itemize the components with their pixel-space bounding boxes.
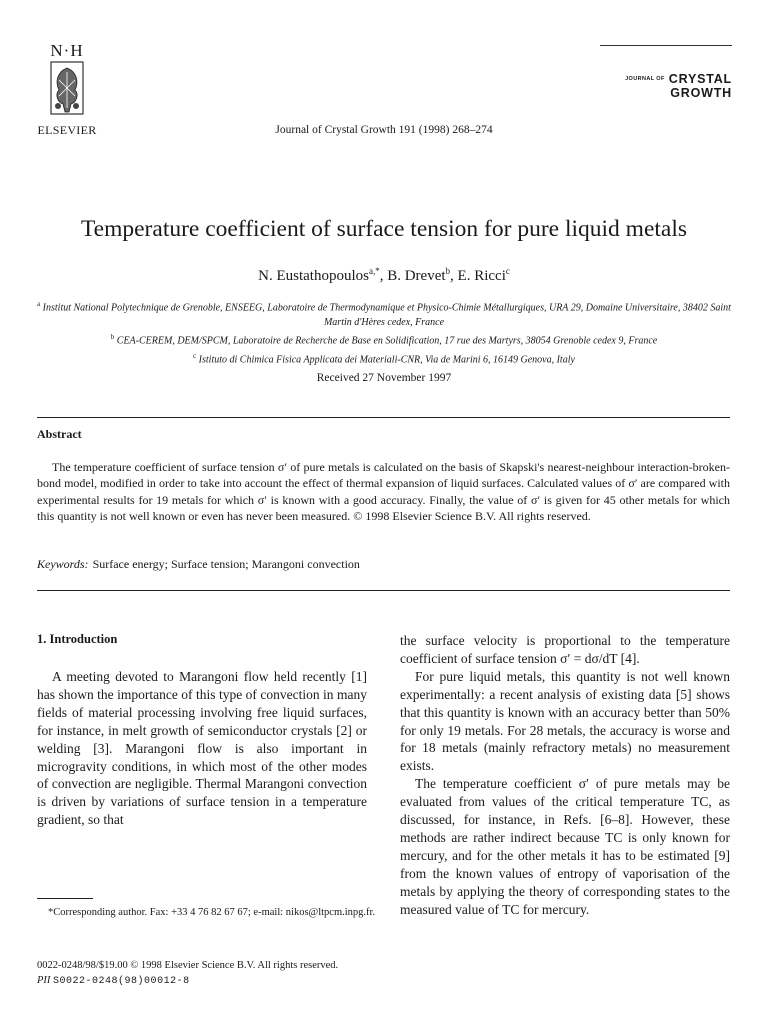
publisher-mark: N·H: [50, 41, 84, 60]
affiliation-mark: a: [37, 300, 41, 308]
journal-logo-small: JOURNAL OF: [625, 76, 665, 82]
keywords-list: Surface energy; Surface tension; Marangoni convection: [92, 557, 360, 571]
affiliation-a: [30, 297, 738, 330]
publisher-name: ELSEVIER: [37, 123, 97, 137]
paragraph: A meeting devoted to Marangoni flow held recently [1] has shown the importance of this type of convection in many fields of material processing involving free liquid surfaces, for instance, in melt growth of semiconductor crystals [2] or welding [3]. Marangoni flow is also important in microgravity conditions, in which most of the other modes of convection are negligible. Thermal Marangoni convection is driven by variations of surface tension in a temperature gradient, so that: [37, 669, 367, 828]
abstract-top-rule: [37, 417, 730, 418]
journal-reference: Journal of Crystal Growth 191 (1998) 268–274: [275, 124, 493, 136]
author-affiliation-mark: b: [445, 266, 451, 276]
keywords: [37, 557, 360, 572]
journal-logo-line1: CRYSTAL: [668, 72, 732, 86]
paragraph: The temperature coefficient σ′ of pure metals may be evaluated from values of the critical temperature TC, as discussed, for instance, in Refs. [6–8]. However, these methods are rather indirect because TC is only known for mercury, and for the other metals it has to be estimated [9] from the known values of entropy of vaporisation of the metals by applying the theory of corresponding states to the measured value of TC for mercury.: [400, 776, 730, 917]
author-name: N. Eustathopoulos: [258, 268, 369, 284]
abstract-text: The temperature coefficient of surface tension σ′ of pure metals is calculated on the basis of Skapski's nearest-neighbour interaction-broken-bond model, modified in order to take into account the effect of thermal expansion of liquid surfaces. Calculated values of σ′ are compared with experimental results for 19 metals for which σ′ is known with a good accuracy. Finally, the value of σ′ is given for 45 other metals for which this quantity is not well known or even has never been measured. © 1998 Elsevier Science B.V. All rights reserved.: [37, 460, 730, 523]
author-name: B. Drevet: [387, 268, 446, 284]
author-affiliation-mark: a,*: [368, 266, 380, 276]
affiliations: [30, 297, 738, 367]
affiliation-b: [30, 330, 738, 348]
footnote: [37, 906, 377, 921]
copyright-line: 0022-0248/98/$19.00 © 1998 Elsevier Science B.V. All rights reserved.: [37, 960, 339, 971]
journal-logo-rule: [600, 45, 732, 46]
affiliation-mark: b: [110, 333, 115, 342]
right-column: [400, 632, 730, 919]
author-name: E. Ricci: [457, 268, 506, 284]
author-separator: ,: [450, 268, 458, 284]
affiliation-mark: c: [193, 351, 197, 360]
paragraph: For pure liquid metals, this quantity is not well known experimentally: a recent analysis of existing data [5] shows that this quantity is known with an accuracy better than 50% for only 19 metals. For 28 metals, the accuracy is worse and for 18 metals (mainly refractory metals) no measurement exists.: [400, 668, 730, 774]
elsevier-tree-icon: [49, 60, 85, 118]
received-date: Received 27 November 1997: [316, 372, 452, 384]
pii-line: [37, 973, 338, 989]
affiliation-text: CEA-CEREM, DEM/SPCM, Laboratoire de Recherche de Base en Solidification, 17 rue des Martyrs, 38054 Grenoble cedex 9, France: [116, 335, 658, 347]
article-title: Temperature coefficient of surface tension for pure liquid metals: [80, 216, 688, 242]
page-footer: [37, 958, 338, 989]
affiliation-text: Istituto di Chimica Fisica Applicata dei Materiali-CNR, Via de Marini 6, 16149 Genova, Italy: [198, 353, 575, 365]
abstract-heading: Abstract: [37, 427, 82, 441]
keywords-label: Keywords:: [37, 557, 89, 571]
journal-logo-line2: GROWTH: [670, 86, 732, 100]
pii-code: S0022-0248(98)00012-8: [53, 976, 190, 987]
section-heading: 1. Introduction: [37, 632, 118, 646]
pii-label: PII: [37, 975, 51, 986]
author-list: [0, 266, 768, 285]
paragraph: the surface velocity is proportional to the temperature coefficient of surface tension σ′ = dσ/dT [4].: [400, 633, 730, 666]
author-affiliation-mark: c: [505, 266, 510, 276]
author-separator: ,: [379, 268, 388, 284]
footnote-rule: [37, 898, 93, 899]
affiliation-text: Institut National Polytechnique de Grenoble, ENSEEG, Laboratoire de Thermodynamique et Physico-Chimie Métallurgiques, URA 29, Domaine Universitaire, 38402 Saint Martin d'Hères cedex, France: [42, 302, 731, 329]
journal-logo: [594, 72, 732, 100]
footnote-text: *Corresponding author. Fax: +33 4 76 82 67 67; e-mail: nikos@ltpcm.inpg.fr.: [48, 907, 376, 918]
abstract-bottom-rule: [37, 590, 730, 591]
left-column: [37, 668, 367, 829]
affiliation-c: [30, 349, 738, 367]
